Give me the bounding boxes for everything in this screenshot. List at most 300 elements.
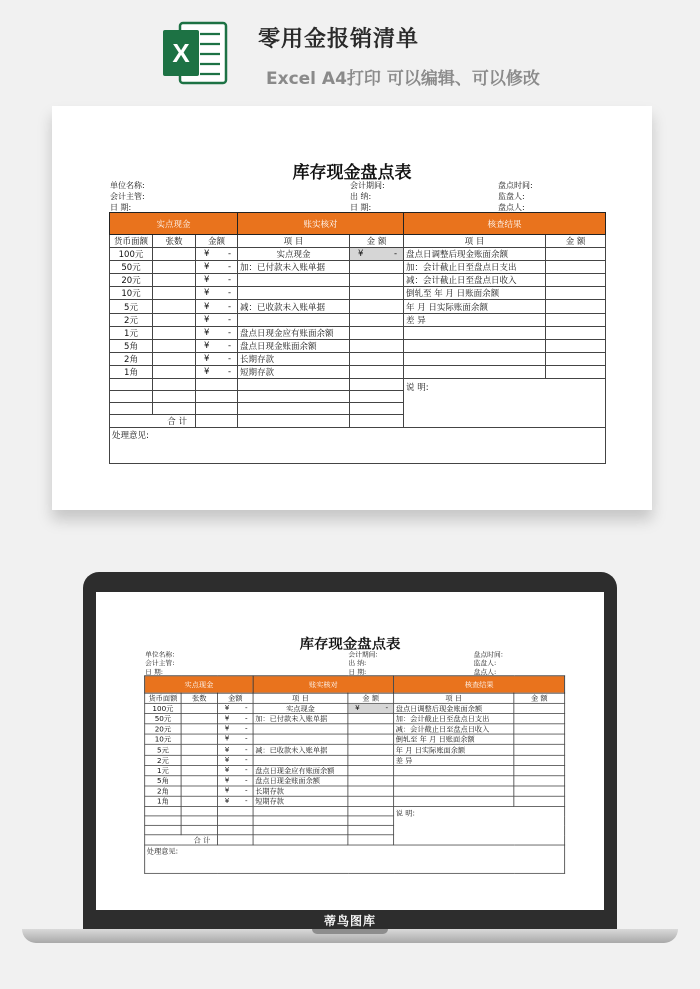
dash-mark: -: [227, 367, 232, 377]
reconcile-item-cell: 盘点日现金应有账面余额: [238, 327, 350, 340]
col-count: 张数: [181, 693, 217, 703]
denomination-cell: 2角: [110, 353, 153, 366]
yen-symbol: ¥: [224, 704, 230, 713]
col-count: 张数: [153, 235, 196, 248]
col-check-item: 项 目: [404, 235, 546, 248]
check-amount-cell: [514, 714, 565, 724]
amount-cell: [218, 724, 254, 734]
section-header-row: [145, 676, 565, 693]
reconcile-amount-value: [352, 249, 401, 259]
table-row: [110, 274, 606, 287]
check-item-cell: 倒轧至 年 月 日账面余额: [404, 287, 546, 300]
inventory-sheet: [52, 106, 652, 510]
check-item-cell: [404, 366, 546, 379]
check-item-cell: [394, 766, 514, 776]
table-row: [145, 744, 565, 755]
inventory-table: [144, 675, 565, 873]
denomination-cell: 20元: [145, 724, 181, 734]
reconcile-amount-cell: [350, 300, 404, 314]
check-item-cell: 减：会计截止日至盘点日收入: [404, 274, 546, 287]
yen-symbol: ¥: [224, 756, 230, 765]
count-cell: [181, 744, 217, 755]
reconcile-amount-cell: [348, 776, 394, 786]
amount-cell: [218, 776, 254, 786]
denomination-cell: [110, 403, 153, 415]
table-row: [145, 724, 565, 734]
reconcile-item-cell: [238, 287, 350, 300]
table-row: [145, 703, 565, 713]
banner-title: 零用金报销清单: [258, 27, 420, 52]
reconcile-amount-cell: [348, 703, 394, 713]
denomination-cell: 2元: [110, 314, 153, 327]
dash-mark: -: [227, 249, 232, 259]
check-amount-cell: [546, 274, 606, 287]
meta-date-left: 日 期:: [145, 668, 164, 676]
meta-count-time: 盘点时间:: [473, 651, 504, 659]
col-reconcile-item: 项 目: [238, 235, 350, 248]
amount-cell: [218, 703, 254, 713]
table-row: [110, 261, 606, 274]
denomination-cell: [110, 391, 153, 403]
check-amount-cell: [514, 776, 565, 786]
count-cell: [181, 755, 217, 765]
dash-mark: -: [244, 797, 248, 806]
check-item-cell: 倒轧至 年 月 日账面余额: [394, 734, 514, 744]
amount-cell: [196, 415, 238, 428]
reconcile-item-cell: [238, 274, 350, 287]
amount-value: [220, 756, 251, 764]
sheet-title: 库存现金盘点表: [299, 636, 401, 653]
amount-cell: [218, 816, 254, 825]
check-item-cell: 年 月 日实际账面余额: [394, 744, 514, 755]
check-amount-cell: [546, 314, 606, 327]
amount-cell: [196, 274, 238, 287]
check-amount-cell: [514, 724, 565, 734]
amount-cell: [218, 786, 254, 796]
dash-mark: -: [227, 301, 232, 312]
amount-value: [198, 341, 235, 351]
amount-value: [220, 746, 251, 754]
dash-mark: -: [227, 341, 232, 351]
denomination-cell: 5元: [110, 300, 153, 314]
reconcile-amount-cell: [348, 714, 394, 724]
amount-value: [198, 249, 235, 259]
meta-cashier: 出 纳:: [350, 192, 372, 201]
count-cell: [153, 327, 196, 340]
header-banner: [0, 0, 700, 100]
dash-mark: -: [227, 262, 232, 272]
table-body: [110, 248, 606, 464]
amount-cell: [196, 391, 238, 403]
yen-symbol: ¥: [204, 328, 210, 338]
reconcile-item-cell: 盘点日现金应有账面余额: [253, 766, 348, 776]
col-reconcile-item: 项 目: [253, 693, 348, 703]
denomination-cell: 50元: [145, 714, 181, 724]
column-header-row: [145, 693, 565, 703]
count-cell: [181, 816, 217, 825]
column-header-row: [110, 235, 606, 248]
denomination-cell: 2角: [145, 786, 181, 796]
check-item-cell: 盘点日调整后现金账面余额: [394, 703, 514, 713]
reconcile-item-cell: 加：已付款未入账单据: [253, 714, 348, 724]
reconcile-amount-cell: [350, 248, 404, 261]
amount-value: [198, 262, 235, 272]
count-cell: [181, 806, 217, 815]
meta-unit-name: 单位名称:: [145, 651, 175, 659]
total-label-cell: 合 计: [145, 835, 218, 845]
reconcile-item-cell: [238, 415, 350, 428]
table-row: [145, 714, 565, 724]
denomination-cell: 50元: [110, 261, 153, 274]
table-row: [145, 766, 565, 776]
amount-cell: [196, 248, 238, 261]
table-row: [110, 379, 606, 391]
dash-mark: -: [244, 776, 248, 785]
amount-value: [220, 767, 251, 775]
amount-value: [220, 735, 251, 743]
yen-symbol: ¥: [224, 766, 230, 775]
reconcile-item-cell: [238, 314, 350, 327]
meta-accounting-supervisor: 会计主管:: [145, 659, 175, 667]
check-amount-cell: [514, 744, 565, 755]
yen-symbol: ¥: [204, 288, 210, 298]
yen-symbol: ¥: [224, 735, 230, 744]
reconcile-item-cell: 实点现金: [253, 703, 348, 713]
count-cell: [181, 796, 217, 806]
notes-cell: [394, 806, 565, 845]
amount-cell: [218, 825, 254, 834]
check-item-cell: 年 月 日实际账面余额: [404, 300, 546, 314]
check-amount-cell: [546, 300, 606, 314]
amount-cell: [218, 766, 254, 776]
check-amount-cell: [546, 353, 606, 366]
dash-mark: -: [227, 315, 232, 325]
reconcile-amount-value: [350, 705, 392, 713]
meta-counter: 盘点人:: [473, 668, 497, 676]
excel-icon-letter: X: [172, 38, 190, 68]
count-cell: [153, 379, 196, 391]
notes-cell: [404, 379, 606, 428]
reconcile-amount-cell: [350, 287, 404, 300]
count-cell: [153, 366, 196, 379]
denomination-cell: 1角: [110, 366, 153, 379]
reconcile-amount-cell: [348, 766, 394, 776]
denomination-cell: 10元: [145, 734, 181, 744]
reconcile-amount-cell: [348, 724, 394, 734]
count-cell: [153, 300, 196, 314]
denomination-cell: [145, 806, 181, 815]
yen-symbol: ¥: [204, 301, 210, 312]
check-amount-cell: [546, 287, 606, 300]
amount-cell: [196, 403, 238, 415]
count-cell: [153, 274, 196, 287]
meta-supervisor: 监盘人:: [498, 192, 525, 201]
check-item-cell: 加：会计截止日至盘点日支出: [394, 714, 514, 724]
check-item-cell: 盘点日调整后现金账面余额: [404, 248, 546, 261]
reconcile-item-cell: [238, 403, 350, 415]
amount-value: [198, 354, 235, 364]
meta-counter: 盘点人:: [498, 203, 525, 212]
reconcile-item-cell: [238, 391, 350, 403]
yen-symbol: ¥: [224, 797, 230, 806]
table-row: [110, 327, 606, 340]
dash-mark: -: [244, 714, 248, 723]
count-cell: [181, 724, 217, 734]
reconcile-amount-cell: [348, 734, 394, 744]
check-item-cell: [394, 796, 514, 806]
reconcile-amount-cell: [348, 786, 394, 796]
count-cell: [153, 340, 196, 353]
section-header-cash: 实点现金: [145, 676, 253, 693]
reconcile-amount-cell: [348, 816, 394, 825]
reconcile-amount-cell: [350, 366, 404, 379]
amount-cell: [218, 806, 254, 815]
denomination-cell: 5角: [110, 340, 153, 353]
count-cell: [153, 391, 196, 403]
reconcile-item-cell: 短期存款: [238, 366, 350, 379]
amount-value: [198, 328, 235, 338]
dash-mark: -: [227, 354, 232, 364]
col-check-item: 项 目: [394, 693, 514, 703]
table-row: [145, 806, 565, 815]
section-header-reconcile: 账实核对: [238, 213, 404, 235]
laptop-brand: 蒂鸟图库: [323, 914, 376, 928]
count-cell: [153, 403, 196, 415]
count-cell: [153, 261, 196, 274]
denomination-cell: 1元: [145, 766, 181, 776]
table-body: [145, 703, 565, 873]
reconcile-item-cell: 短期存款: [253, 796, 348, 806]
yen-symbol: ¥: [224, 776, 230, 785]
amount-value: [220, 705, 251, 713]
opinion-row: [110, 428, 606, 464]
meta-count-time: 盘点时间:: [498, 181, 533, 190]
reconcile-amount-cell: [348, 744, 394, 755]
reconcile-item-cell: [238, 379, 350, 391]
dash-mark: -: [227, 328, 232, 338]
notes-label: 说 明:: [406, 383, 429, 393]
reconcile-item-cell: 加：已付款未入账单据: [238, 261, 350, 274]
yen-symbol: ¥: [355, 704, 360, 713]
dash-mark: -: [385, 704, 389, 713]
yen-symbol: ¥: [204, 354, 210, 364]
check-amount-cell: [514, 703, 565, 713]
col-denomination: 货币面额: [110, 235, 153, 248]
dash-mark: -: [393, 249, 398, 259]
meta-date-mid: 日 期:: [348, 668, 367, 676]
reconcile-item-cell: 长期存款: [253, 786, 348, 796]
denomination-cell: 1角: [145, 796, 181, 806]
reconcile-amount-cell: [350, 340, 404, 353]
table-row: [145, 755, 565, 765]
check-amount-cell: [546, 248, 606, 261]
denomination-cell: [145, 816, 181, 825]
table-row: [110, 287, 606, 300]
count-cell: [181, 714, 217, 724]
dash-mark: -: [244, 745, 248, 754]
opinion-cell: [145, 845, 565, 873]
reconcile-item-cell: 减：已收款未入账单据: [238, 300, 350, 314]
count-cell: [153, 314, 196, 327]
dash-mark: -: [244, 735, 248, 744]
denomination-cell: [145, 825, 181, 834]
check-amount-cell: [546, 327, 606, 340]
amount-cell: [218, 714, 254, 724]
reconcile-item-cell: [253, 825, 348, 834]
section-header-cash: 实点现金: [110, 213, 238, 235]
amount-cell: [196, 379, 238, 391]
section-header-row: [110, 213, 606, 235]
meta-unit-name: 单位名称:: [110, 181, 145, 190]
check-item-cell: [394, 776, 514, 786]
count-cell: [181, 703, 217, 713]
yen-symbol: ¥: [224, 714, 230, 723]
meta-accounting-period: 会计期间:: [348, 651, 378, 659]
check-amount-cell: [546, 366, 606, 379]
check-item-cell: 差 异: [394, 755, 514, 765]
count-cell: [153, 248, 196, 261]
reconcile-amount-cell: [350, 261, 404, 274]
yen-symbol: ¥: [204, 367, 210, 377]
amount-value: [198, 275, 235, 285]
count-cell: [181, 786, 217, 796]
amount-value: [198, 367, 235, 377]
table-row: [110, 314, 606, 327]
yen-symbol: ¥: [358, 249, 364, 259]
col-denomination: 货币面额: [145, 693, 181, 703]
yen-symbol: ¥: [204, 262, 210, 272]
reconcile-amount-cell: [348, 796, 394, 806]
check-amount-cell: [546, 340, 606, 353]
amount-value: [220, 725, 251, 733]
col-reconcile-amount: 金 额: [348, 693, 394, 703]
count-cell: [153, 353, 196, 366]
reconcile-item-cell: 实点现金: [238, 248, 350, 261]
amount-value: [220, 777, 251, 785]
banner-subtitle: Excel A4打印 可以编辑、可以修改: [266, 69, 540, 89]
reconcile-amount-cell: [350, 379, 404, 391]
count-cell: [181, 766, 217, 776]
total-label-cell: 合 计: [110, 415, 196, 428]
opinion-label: 处理意见:: [146, 847, 179, 856]
reconcile-item-cell: 盘点日现金账面余额: [253, 776, 348, 786]
denomination-cell: 1元: [110, 327, 153, 340]
reconcile-item-cell: [253, 724, 348, 734]
section-header-check: 核查结果: [404, 213, 606, 235]
table-row: [145, 734, 565, 744]
check-item-cell: [404, 340, 546, 353]
reconcile-item-cell: [253, 806, 348, 815]
yen-symbol: ¥: [204, 341, 210, 351]
reconcile-amount-cell: [350, 314, 404, 327]
amount-cell: [196, 261, 238, 274]
meta-date-left: 日 期:: [110, 203, 132, 212]
col-amount: 金额: [218, 693, 254, 703]
amount-cell: [218, 755, 254, 765]
count-cell: [181, 734, 217, 744]
col-check-amount: 金 额: [546, 235, 606, 248]
denomination-cell: 100元: [110, 248, 153, 261]
laptop-screen: [96, 592, 604, 910]
reconcile-item-cell: [253, 734, 348, 744]
reconcile-amount-cell: [348, 825, 394, 834]
reconcile-item-cell: [253, 755, 348, 765]
reconcile-item-cell: 减：已收款未入账单据: [253, 744, 348, 755]
amount-cell: [196, 287, 238, 300]
meta-accounting-supervisor: 会计主管:: [110, 192, 145, 201]
check-amount-cell: [514, 755, 565, 765]
dash-mark: -: [244, 787, 248, 796]
section-header-check: 核查结果: [394, 676, 565, 693]
denomination-cell: 5元: [145, 744, 181, 755]
amount-value: [220, 787, 251, 795]
meta-supervisor: 监盘人:: [473, 659, 497, 667]
dash-mark: -: [244, 704, 248, 713]
count-cell: [153, 287, 196, 300]
check-item-cell: 加：会计截止日至盘点日支出: [404, 261, 546, 274]
meta-date-mid: 日 期:: [350, 203, 372, 212]
reconcile-amount-cell: [350, 403, 404, 415]
yen-symbol: ¥: [204, 315, 210, 325]
col-reconcile-amount: 金 额: [350, 235, 404, 248]
denomination-cell: 10元: [110, 287, 153, 300]
table-row: [110, 353, 606, 366]
reconcile-amount-cell: [350, 327, 404, 340]
check-amount-cell: [514, 786, 565, 796]
denomination-cell: 100元: [145, 703, 181, 713]
dash-mark: -: [244, 725, 248, 733]
laptop-notch: [312, 929, 388, 934]
opinion-row: [145, 845, 565, 873]
check-item-cell: 减：会计截止日至盘点日收入: [394, 724, 514, 734]
col-check-amount: 金 额: [514, 693, 565, 703]
yen-symbol: ¥: [224, 725, 230, 733]
yen-symbol: ¥: [224, 787, 230, 796]
laptop-screen-sheet: [96, 592, 604, 910]
amount-cell: [218, 796, 254, 806]
check-item-cell: [394, 786, 514, 796]
yen-symbol: ¥: [224, 745, 230, 754]
table-row: [145, 796, 565, 806]
excel-icon: [160, 20, 230, 86]
check-amount-cell: [514, 766, 565, 776]
amount-cell: [196, 300, 238, 314]
reconcile-item-cell: 盘点日现金账面余额: [238, 340, 350, 353]
reconcile-amount-cell: [350, 415, 404, 428]
check-amount-cell: [514, 734, 565, 744]
count-cell: [181, 825, 217, 834]
reconcile-item-cell: [253, 816, 348, 825]
amount-cell: [196, 366, 238, 379]
yen-symbol: ¥: [204, 249, 210, 259]
table-row: [145, 776, 565, 786]
yen-symbol: ¥: [204, 275, 210, 285]
amount-cell: [218, 835, 254, 845]
table-row: [145, 786, 565, 796]
dash-mark: -: [244, 756, 248, 765]
dash-mark: -: [244, 766, 248, 775]
amount-cell: [196, 353, 238, 366]
opinion-cell: [110, 428, 606, 464]
reconcile-amount-cell: [348, 835, 394, 845]
reconcile-amount-cell: [350, 353, 404, 366]
table-row: [110, 366, 606, 379]
table-row: [110, 300, 606, 314]
amount-cell: [218, 744, 254, 755]
reconcile-amount-cell: [348, 806, 394, 815]
amount-value: [220, 797, 251, 805]
denomination-cell: [110, 379, 153, 391]
